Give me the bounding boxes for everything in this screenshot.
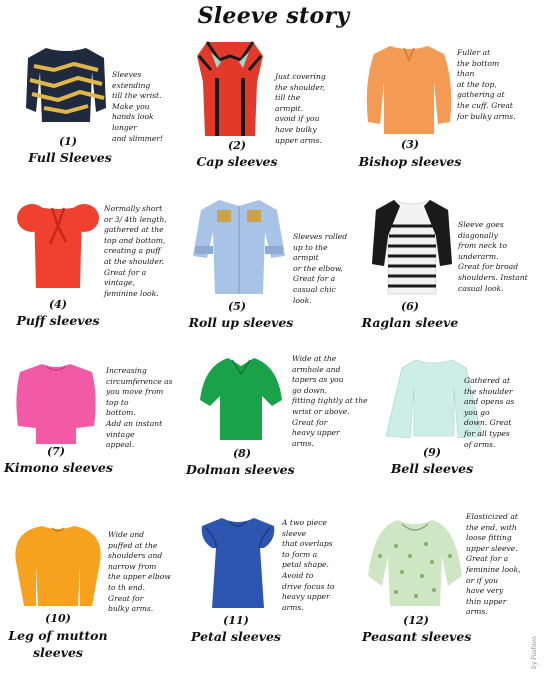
sleeve-item-bishop — [360, 38, 547, 173]
sleeve-description: Elasticized at the end, with loose fitting upper sleeve. Great for a feminine look, or if you have very thin upper arms. — [466, 512, 521, 617]
author-signature: by Fashion — [531, 636, 538, 669]
sleeve-number: (5) — [227, 300, 247, 313]
sleeve-description: Gathered at the shoulder and opens as you go down. Great for all types of arms. — [464, 376, 515, 449]
sleeve-label: Dolman sleeves — [186, 462, 295, 477]
sleeve-description: Sleeve goes diagonally from neck to underarm. Great for broad shoulders. Instant casual look. — [458, 220, 528, 293]
sleeve-label: Peasant sleeves — [362, 629, 472, 644]
sleeve-label: Cap sleeves — [196, 154, 278, 169]
peasant-sleeve-blouse-image — [366, 516, 464, 608]
sleeve-description: Just covering the shoulder, till the armpit. avoid if you have bulky upper arms. — [275, 72, 326, 145]
sleeve-label: Petal sleeves — [191, 629, 281, 644]
sleeve-label: Leg of mutton sleeves — [8, 628, 108, 660]
sleeve-description: Wide and puffed at the shoulders and narrow from the upper elbow to th end. Great for bulky arms. — [108, 530, 171, 614]
sleeve-number: (1) — [58, 135, 78, 148]
sleeve-label: Raglan sleeve — [361, 315, 459, 330]
sleeve-item-roll-up — [183, 196, 363, 336]
sleeve-item-peasant — [362, 508, 547, 679]
puff-sleeve-blouse-image — [16, 196, 100, 290]
sleeve-item-cap — [183, 38, 363, 173]
sleeve-item-bell — [370, 352, 547, 482]
cap-sleeve-top-image — [195, 38, 265, 138]
sleeve-label: Bishop sleeves — [358, 154, 462, 169]
bishop-sleeve-blouse-image — [364, 42, 454, 136]
sleeve-description: Wide at the armhole and tapers as you go down, fitting tightly at the wrist or above. Great for heavy upper arms. — [292, 354, 368, 448]
sleeve-label: Puff sleeves — [16, 313, 100, 328]
sleeve-description: Normally short or 3/ 4th length, gathered at the top and bottom, creating a puff at the shoulder. Great for a vintage, feminine look. — [104, 204, 167, 298]
sleeve-item-petal — [186, 508, 366, 679]
sleeve-description: Increasing circumference as you move from top to bottom. Add an instant vintage appeal. — [106, 366, 173, 450]
sleeve-description: Sleeves rolled up to the armpit or the elbow, Great for a casual chic look. — [293, 232, 348, 305]
dolman-sleeve-top-image — [198, 356, 284, 442]
sleeve-description: Fuller at the bottom than at the top, gathering at the cuff. Great for bulky arms. — [457, 48, 516, 121]
page-title: Sleeve story — [197, 3, 350, 29]
sleeve-number: (9) — [422, 446, 442, 459]
sleeve-number: (4) — [48, 298, 68, 311]
sleeve-number: (7) — [46, 445, 66, 458]
sleeve-label: Roll up sleeves — [188, 315, 294, 330]
sleeve-item-kimono — [0, 352, 183, 482]
sleeve-number: (10) — [45, 612, 71, 625]
roll-up-sleeve-shirt-image — [191, 196, 287, 296]
raglan-sleeve-tee-image — [372, 196, 452, 296]
petal-sleeve-blouse-image — [198, 514, 278, 610]
sleeve-number: (6) — [400, 300, 420, 313]
sleeve-item-full — [0, 38, 180, 173]
sleeve-number: (2) — [227, 139, 247, 152]
sleeve-item-dolman — [186, 352, 366, 482]
sleeve-number: (3) — [400, 138, 420, 151]
sleeve-description: A two piece sleeve that overlaps to form a petal shape. Avoid to drive focus to heavy upper arms. — [282, 518, 335, 612]
kimono-sleeve-top-image — [14, 362, 98, 446]
sleeve-number: (8) — [232, 447, 252, 460]
sleeve-number: (12) — [403, 614, 429, 627]
sleeve-label: Kimono sleeves — [4, 460, 113, 475]
sleeve-number: (11) — [223, 614, 249, 627]
leg-of-mutton-sleeve-blouse-image — [12, 522, 104, 608]
sleeve-description: Sleeves extending till the wrist. Make you hands look longer and slimmer! — [112, 70, 164, 143]
sleeve-item-raglan — [360, 196, 547, 336]
sleeve-label: Full Sleeves — [28, 150, 112, 165]
full-sleeve-sweater-image — [24, 42, 108, 124]
sleeve-label: Bell sleeves — [390, 461, 474, 476]
sleeve-item-leg-of-mutton — [0, 508, 186, 679]
sleeve-item-puff — [0, 196, 180, 336]
